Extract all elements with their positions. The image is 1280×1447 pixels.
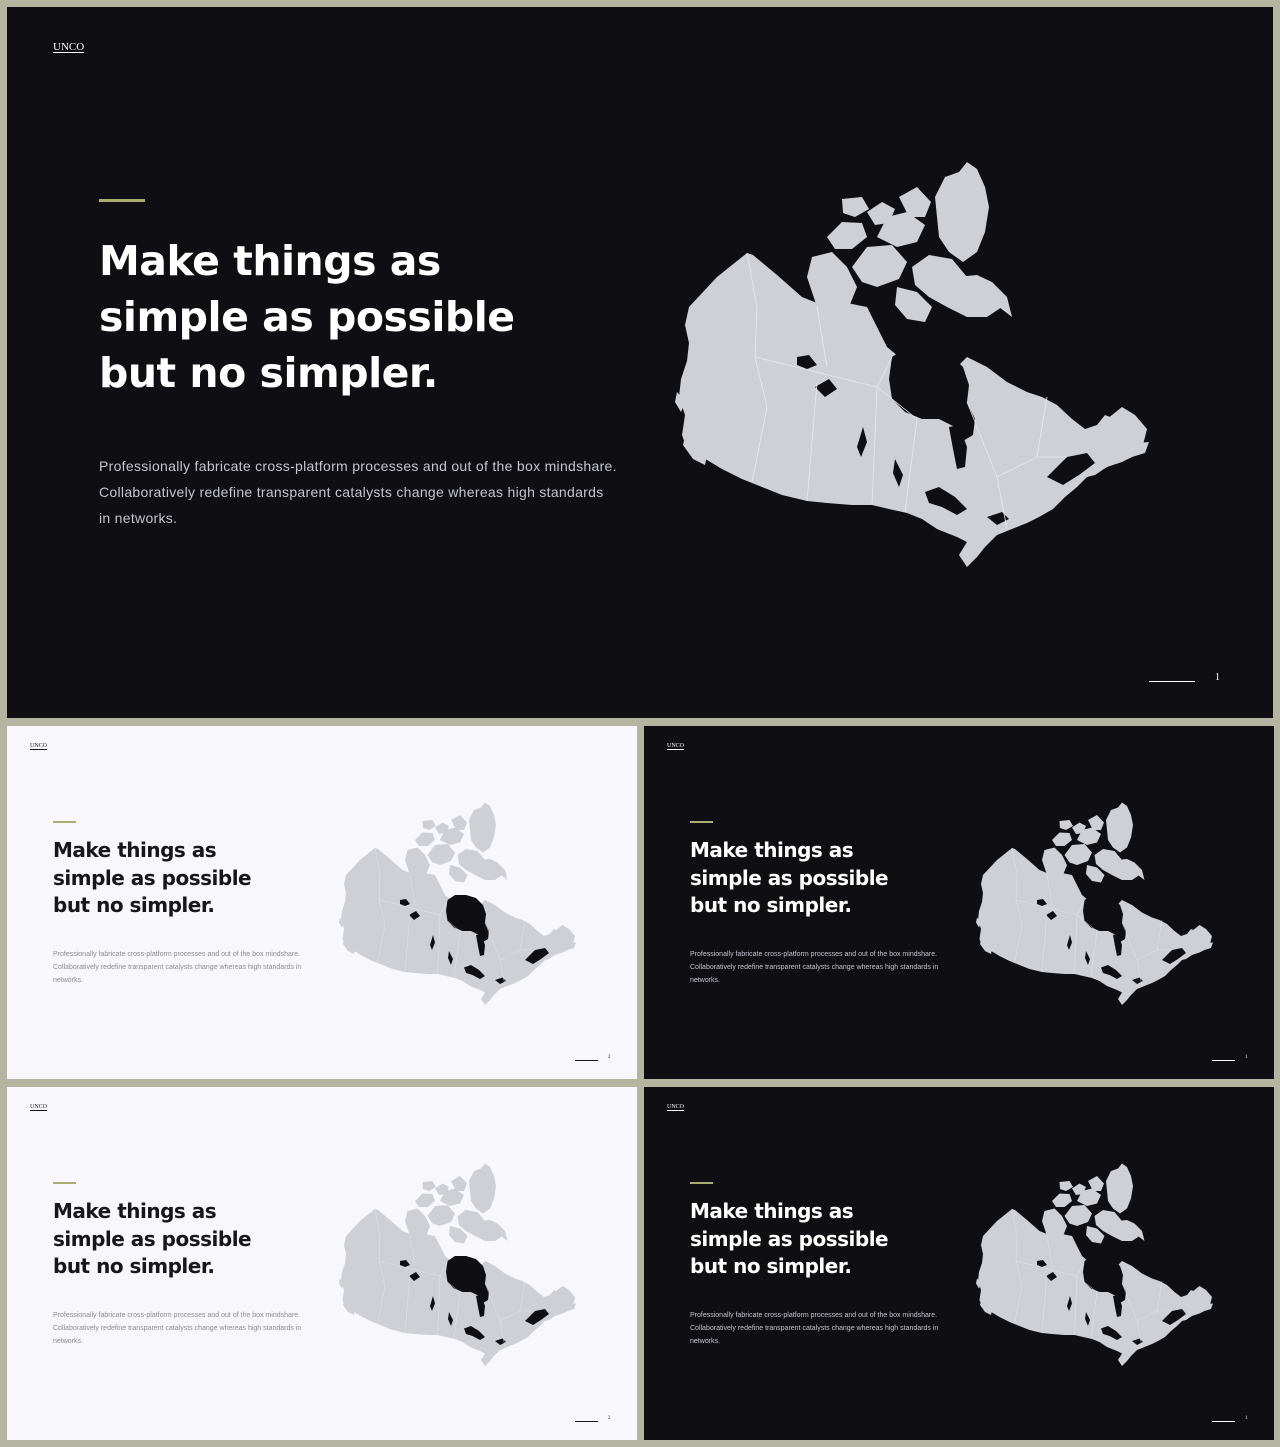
slide-thumbnail-dark[interactable] [644, 726, 1274, 1079]
page-number: 1 [1215, 672, 1220, 683]
page-number: 2 [608, 1055, 611, 1060]
canada-map-icon [972, 1161, 1222, 1366]
page-title [99, 233, 619, 401]
canada-map-icon [335, 800, 585, 1005]
accent-line [53, 821, 76, 823]
body-paragraph: Professionally fabricate cross-platform processes and out of the box mindshare. Collaboratively redefine transparent catalysts change whereas high standards in networks. [53, 1312, 302, 1345]
title-line: Make things as [99, 237, 441, 285]
body-paragraph: Professionally fabricate cross-platform processes and out of the box mindshare. Collaboratively redefine transparent catalysts change whereas high standards in networks. [690, 951, 939, 984]
page-number: 2 [608, 1416, 611, 1421]
title-line: but no simpler. [99, 349, 438, 397]
title-line: Make things as [690, 1199, 854, 1223]
brand-logo: UNCO [667, 1104, 685, 1110]
title-line: but no simpler. [690, 1254, 852, 1278]
slide-thumbnail-light[interactable] [7, 1087, 637, 1440]
canada-map-icon [972, 800, 1222, 1005]
footer-line [575, 1060, 598, 1061]
footer-line [575, 1421, 598, 1422]
footer-line [1212, 1421, 1235, 1422]
slide-title [690, 1198, 950, 1281]
body-paragraph: Professionally fabricate cross-platform processes and out of the box mindshare. Collaboratively redefine transparent catalysts change whereas high standards in networks. [690, 1312, 939, 1345]
body-paragraph: Professionally fabricate cross-platform processes and out of the box mindshare. Collaboratively redefine transparent catalysts change whereas high standards in networks. [53, 951, 302, 984]
title-line: Make things as [53, 838, 217, 862]
footer-line [1149, 681, 1195, 682]
title-line: but no simpler. [53, 1254, 215, 1278]
title-line: but no simpler. [53, 893, 215, 917]
slide-thumbnail-light[interactable] [7, 726, 637, 1079]
slide-thumbnail-dark[interactable] [644, 1087, 1274, 1440]
title-line: simple as possible [99, 293, 515, 341]
page-number: 1 [1245, 1055, 1248, 1060]
page-number: 1 [1245, 1416, 1248, 1421]
canada-map-icon [335, 1161, 585, 1366]
title-line: simple as possible [53, 1226, 252, 1251]
slide-title [690, 837, 950, 920]
slide-title [53, 1198, 313, 1281]
body-paragraph: Professionally fabricate cross-platform processes and out of the box mindshare. Collaboratively redefine transparent catalysts change whereas high standards in networks. [99, 458, 617, 526]
title-line: simple as possible [53, 865, 252, 890]
slide-large-dark[interactable] [7, 7, 1273, 718]
brand-logo: UNCO [667, 743, 685, 749]
title-line: Make things as [690, 838, 854, 862]
accent-line [99, 199, 145, 202]
canada-map-icon [667, 157, 1167, 567]
accent-line [690, 1182, 713, 1184]
brand-logo: UNCO [30, 743, 48, 749]
brand-logo: UNCO [53, 41, 85, 53]
brand-logo: UNCO [30, 1104, 48, 1110]
title-line: simple as possible [690, 1226, 889, 1251]
title-line: Make things as [53, 1199, 217, 1223]
accent-line [53, 1182, 76, 1184]
slide-title [53, 837, 313, 920]
footer-line [1212, 1060, 1235, 1061]
accent-line [690, 821, 713, 823]
title-line: simple as possible [690, 865, 889, 890]
title-line: but no simpler. [690, 893, 852, 917]
